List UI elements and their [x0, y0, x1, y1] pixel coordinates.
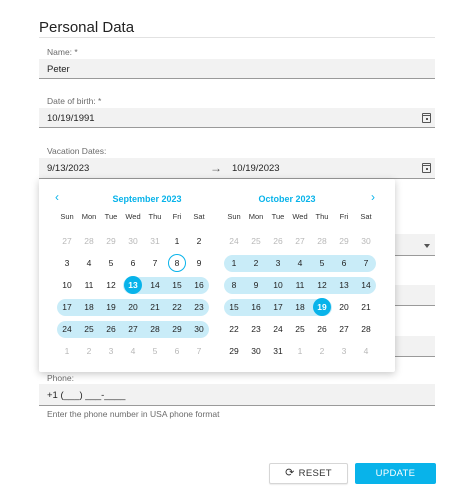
calendar-day[interactable]: 16 — [251, 302, 261, 312]
calendar-day[interactable]: 31 — [273, 346, 283, 356]
weekday-header: Thu — [148, 212, 162, 221]
vacation-start-value: 9/13/2023 — [47, 163, 90, 174]
calendar-day[interactable]: 22 — [172, 302, 182, 312]
weekday-header: Fri — [172, 212, 182, 221]
calendar-icon[interactable] — [422, 113, 431, 123]
calendar-day[interactable]: 3 — [108, 346, 114, 356]
calendar-day[interactable]: 21 — [150, 302, 160, 312]
vacation-dates-input[interactable] — [39, 158, 435, 179]
calendar-day[interactable]: 1 — [64, 346, 70, 356]
name-field[interactable] — [39, 45, 435, 81]
calendar-day[interactable]: 15 — [172, 280, 182, 290]
month-title-september: September 2023 — [112, 194, 182, 204]
weekday-header: Wed — [292, 212, 308, 221]
calendar-day[interactable]: 13 — [339, 280, 349, 290]
calendar-day[interactable]: 27 — [62, 236, 72, 246]
weekday-header: Tue — [104, 212, 118, 221]
calendar-day[interactable]: 14 — [150, 280, 160, 290]
calendar-day[interactable]: 21 — [361, 302, 371, 312]
calendar-day[interactable]: 17 — [62, 302, 72, 312]
weekday-header: Sat — [193, 212, 205, 221]
calendar-day[interactable]: 9 — [253, 280, 259, 290]
calendar-day[interactable]: 25 — [295, 324, 305, 334]
update-button[interactable] — [355, 463, 436, 484]
calendar-day[interactable]: 3 — [275, 258, 281, 268]
calendar-day[interactable]: 4 — [86, 258, 92, 268]
calendar-day[interactable]: 14 — [361, 280, 371, 290]
dob-field[interactable] — [39, 94, 435, 130]
calendar-day[interactable]: 6 — [174, 346, 180, 356]
dob-value: 10/19/1991 — [47, 113, 95, 124]
calendar-day[interactable]: 20 — [339, 302, 349, 312]
weekday-header: Mon — [248, 212, 264, 221]
arrow-right-icon: → — [210, 161, 222, 175]
calendar-day[interactable]: 23 — [194, 302, 204, 312]
weekday-header: Thu — [315, 212, 329, 221]
prev-month-button[interactable]: ‹ — [55, 190, 59, 204]
calendar-day[interactable]: 27 — [339, 324, 349, 334]
calendar-day[interactable]: 31 — [150, 236, 160, 246]
calendar-day[interactable]: 10 — [273, 280, 283, 290]
chevron-down-icon[interactable] — [424, 244, 430, 248]
calendar-day[interactable]: 25 — [84, 324, 94, 334]
calendar-day[interactable]: 27 — [295, 236, 305, 246]
calendar-day[interactable]: 30 — [361, 236, 371, 246]
section-title: Personal Data — [39, 19, 135, 36]
calendar-day[interactable]: 2 — [196, 236, 202, 246]
reset-button-label: RESET — [298, 468, 332, 479]
calendar-day[interactable]: 30 — [251, 346, 261, 356]
calendar-day[interactable]: 1 — [174, 236, 180, 246]
calendar-day[interactable]: 3 — [341, 346, 347, 356]
calendar-icon[interactable] — [422, 163, 431, 173]
calendar-day[interactable]: 10 — [62, 280, 72, 290]
name-label: Name: * — [47, 47, 78, 57]
update-button-label: UPDATE — [375, 468, 416, 479]
calendar-day[interactable]: 6 — [130, 258, 136, 268]
calendar-day[interactable]: 19 — [106, 302, 116, 312]
calendar-day[interactable]: 5 — [108, 258, 114, 268]
phone-hint: Enter the phone number in USA phone format — [47, 409, 220, 419]
calendar-day[interactable]: 29 — [339, 236, 349, 246]
calendar-day[interactable]: 23 — [251, 324, 261, 334]
calendar-day[interactable]: 9 — [196, 258, 202, 268]
calendar-day[interactable]: 2 — [253, 258, 259, 268]
calendar-day[interactable]: 19 — [313, 298, 331, 316]
phone-field[interactable] — [39, 372, 435, 408]
calendar-day[interactable]: 27 — [128, 324, 138, 334]
calendar-day[interactable]: 3 — [64, 258, 70, 268]
calendar-day[interactable]: 17 — [273, 302, 283, 312]
phone-label: Phone: — [47, 373, 74, 383]
calendar-day[interactable]: 18 — [84, 302, 94, 312]
phone-value: +1 (___) ___-____ — [47, 390, 126, 401]
dob-input[interactable] — [39, 108, 435, 128]
calendar-day[interactable]: 29 — [229, 346, 239, 356]
refresh-icon: ⟳ — [285, 467, 295, 479]
calendar-day[interactable]: 13 — [124, 276, 142, 294]
calendar-day[interactable]: 30 — [128, 236, 138, 246]
name-value: Peter — [47, 64, 70, 75]
month-title-october: October 2023 — [258, 194, 316, 204]
weekday-header: Sun — [60, 212, 74, 221]
reset-button[interactable] — [269, 463, 348, 484]
calendar-day[interactable]: 12 — [317, 280, 327, 290]
weekday-header: Sat — [360, 212, 372, 221]
calendar-day[interactable]: 28 — [317, 236, 327, 246]
calendar-day[interactable]: 7 — [152, 258, 158, 268]
calendar-day[interactable]: 11 — [84, 280, 94, 290]
weekday-header: Mon — [81, 212, 97, 221]
phone-input[interactable] — [39, 384, 435, 406]
calendar-day[interactable]: 2 — [86, 346, 92, 356]
calendar-day[interactable]: 28 — [150, 324, 160, 334]
vacation-end-value: 10/19/2023 — [232, 163, 280, 174]
weekday-header: Wed — [125, 212, 141, 221]
calendar-day[interactable]: 12 — [106, 280, 116, 290]
calendar-day[interactable]: 18 — [295, 302, 305, 312]
calendar-day[interactable]: 16 — [194, 280, 204, 290]
calendar-day[interactable]: 22 — [229, 324, 239, 334]
calendar-day[interactable]: 24 — [273, 324, 283, 334]
calendar-day[interactable]: 24 — [229, 236, 239, 246]
calendar-day[interactable]: 5 — [152, 346, 158, 356]
weekday-header: Sun — [227, 212, 241, 221]
calendar-day[interactable]: 29 — [172, 324, 182, 334]
calendar-day[interactable]: 26 — [106, 324, 116, 334]
calendar-day[interactable]: 25 — [251, 236, 261, 246]
calendar-day[interactable]: 26 — [317, 324, 327, 334]
calendar-day[interactable]: 29 — [106, 236, 116, 246]
calendar-day[interactable]: 6 — [341, 258, 347, 268]
calendar-day[interactable]: 1 — [231, 258, 237, 268]
calendar-day[interactable]: 26 — [273, 236, 283, 246]
section-divider — [39, 37, 435, 38]
weekday-header: Tue — [271, 212, 285, 221]
vacation-dates-label: Vacation Dates: — [47, 146, 107, 156]
calendar-day[interactable]: 11 — [295, 280, 305, 290]
name-input[interactable] — [39, 59, 435, 79]
weekday-header: Fri — [339, 212, 349, 221]
dob-label: Date of birth: * — [47, 96, 102, 106]
calendar-day[interactable]: 15 — [229, 302, 239, 312]
calendar-day[interactable]: 28 — [361, 324, 371, 334]
calendar-day[interactable]: 8 — [168, 254, 186, 272]
calendar-day[interactable]: 5 — [319, 258, 325, 268]
calendar-day[interactable]: 4 — [297, 258, 303, 268]
calendar-day[interactable]: 7 — [196, 346, 202, 356]
calendar-day[interactable]: 4 — [130, 346, 136, 356]
calendar-day[interactable]: 2 — [319, 346, 325, 356]
vacation-dates-field[interactable] — [39, 144, 435, 180]
calendar-day[interactable]: 24 — [62, 324, 72, 334]
calendar-day[interactable]: 8 — [231, 280, 237, 290]
calendar-day[interactable]: 28 — [84, 236, 94, 246]
calendar-day[interactable]: 1 — [297, 346, 303, 356]
calendar-day[interactable]: 30 — [194, 324, 204, 334]
calendar-day[interactable]: 4 — [363, 346, 369, 356]
calendar-day[interactable]: 20 — [128, 302, 138, 312]
calendar-day[interactable]: 7 — [363, 258, 369, 268]
next-month-button[interactable]: › — [371, 190, 375, 204]
